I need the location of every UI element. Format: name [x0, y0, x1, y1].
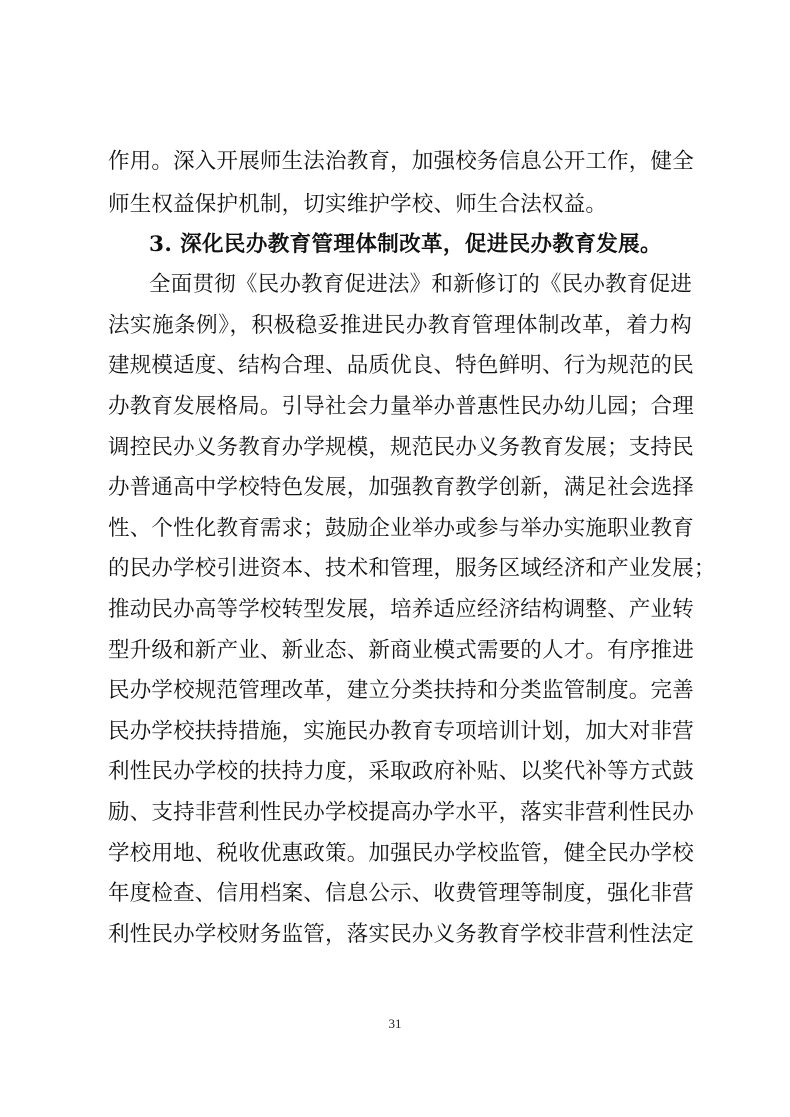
text-line: 励、支持非营利性民办学校提高办学水平，落实非营利性民办: [108, 800, 694, 825]
text-line: 利性民办学校财务监管，落实民办义务教育学校非营利性法定: [108, 922, 694, 947]
text-line: 学校用地、税收优惠政策。加强民办学校监管，健全民办学校: [108, 841, 694, 866]
text-line: 民办学校规范管理改革，建立分类扶持和分类监管制度。完善: [108, 678, 694, 703]
text-line: 办教育发展格局。引导社会力量举办普惠性民办幼儿园；合理: [108, 394, 694, 419]
page-number: 31: [388, 1016, 402, 1031]
text-line: 型升级和新产业、新业态、新商业模式需要的人才。有序推进: [108, 638, 694, 663]
text-line: 利性民办学校的扶持力度，采取政府补贴、以奖代补等方式鼓: [108, 759, 694, 784]
text-line: 推动民办高等学校转型发展，培养适应经济结构调整、产业转: [108, 597, 694, 622]
text-line: 师生权益保护机制，切实维护学校、师生合法权益。: [108, 192, 608, 217]
text-line: 法实施条例》，积极稳妥推进民办教育管理体制改革，着力构: [108, 313, 692, 338]
text-line: 作用。深入开展师生法治教育，加强校务信息公开工作，健全: [108, 149, 694, 174]
section-heading: 3. 深化民办教育管理体制改革，促进民办教育发展。: [149, 232, 662, 257]
text-line: 办普通高中学校特色发展，加强教育教学创新，满足社会选择: [108, 475, 694, 500]
text-line: 的民办学校引进资本、技术和管理，服务区域经济和产业发展；: [108, 556, 716, 581]
text-line: 调控民办义务教育办学规模，规范民办义务教育发展；支持民: [108, 435, 694, 460]
text-line: 建规模适度、结构合理、品质优良、特色鲜明、行为规范的民: [108, 353, 694, 378]
text-line: 性、个性化教育需求；鼓励企业举办或参与举办实施职业教育: [108, 516, 694, 541]
text-line: 年度检查、信用档案、信息公示、收费管理等制度，强化非营: [108, 881, 694, 906]
text-line: 民办学校扶持措施，实施民办教育专项培训计划，加大对非营: [108, 719, 694, 744]
paragraph-first-line: 全面贯彻《民办教育促进法》和新修订的《民办教育促进: [149, 272, 692, 297]
